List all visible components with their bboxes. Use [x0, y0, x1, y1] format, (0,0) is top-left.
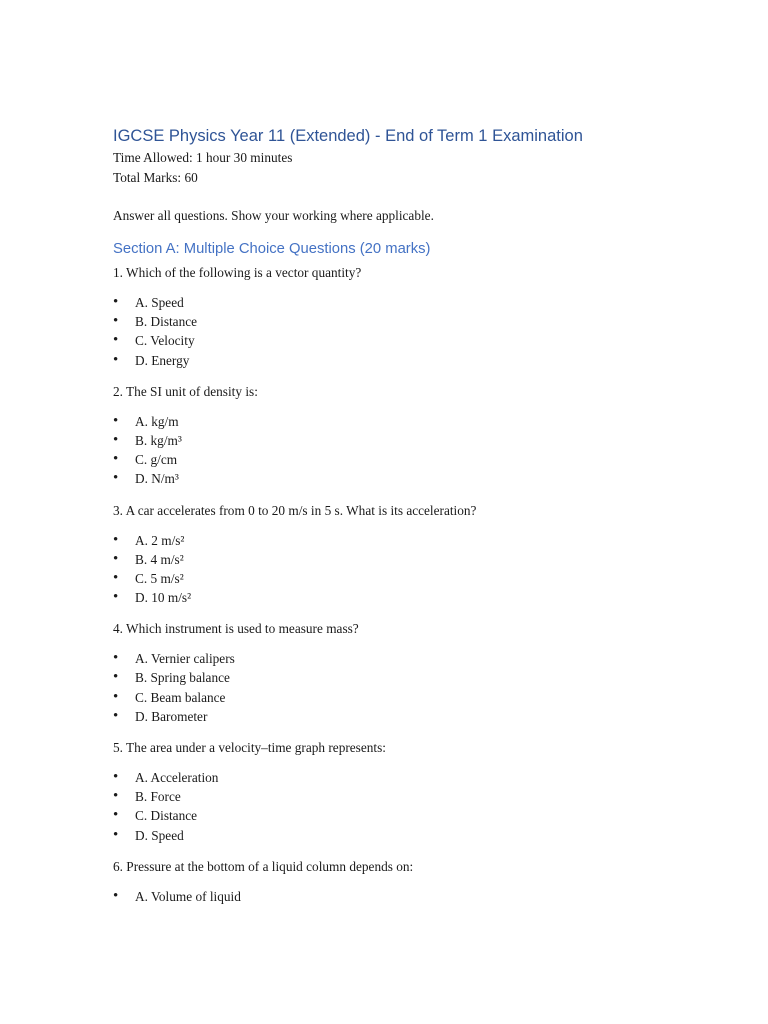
option-item — [113, 293, 733, 312]
option-list — [113, 531, 733, 608]
option-list — [113, 412, 733, 489]
option-label: D. Barometer — [135, 708, 208, 724]
total-marks: Total Marks: 60 — [113, 170, 198, 185]
bullet-icon: • — [113, 589, 119, 606]
question-3 — [113, 501, 733, 608]
option-item — [113, 787, 733, 806]
bullet-icon: • — [113, 451, 119, 468]
bullet-icon: • — [113, 669, 119, 686]
bullet-icon: • — [113, 470, 119, 487]
bullet-icon: • — [113, 807, 119, 824]
option-label: C. g/cm — [135, 452, 178, 468]
option-label: A. Volume of liquid — [135, 888, 241, 904]
option-label: B. Spring balance — [135, 670, 230, 686]
option-item — [113, 688, 733, 707]
question-text: 1. Which of the following is a vector quantity? — [113, 265, 362, 280]
question-list — [113, 263, 733, 906]
option-item — [113, 707, 733, 726]
bullet-icon: • — [113, 788, 119, 805]
option-list — [113, 768, 733, 845]
question-4 — [113, 619, 733, 726]
question-6 — [113, 857, 733, 906]
question-text: 3. A car accelerates from 0 to 20 m/s in 5 s. What is its acceleration? — [113, 502, 477, 518]
document-title: IGCSE Physics Year 11 (Extended) - End of Term 1 Examination — [113, 127, 583, 145]
option-item — [113, 588, 733, 607]
bullet-icon: • — [113, 826, 119, 843]
option-item — [113, 531, 733, 550]
option-item — [113, 806, 733, 825]
option-label: D. Energy — [135, 352, 190, 368]
option-label: A. Vernier calipers — [135, 651, 235, 667]
option-label: B. 4 m/s² — [135, 551, 184, 567]
question-5 — [113, 738, 733, 845]
section-a-heading: Section A: Multiple Choice Questions (20 marks) — [113, 241, 431, 257]
option-item — [113, 768, 733, 787]
option-item — [113, 569, 733, 588]
option-label: B. kg/m³ — [135, 432, 182, 448]
option-label: A. 2 m/s² — [135, 532, 185, 548]
option-label: A. kg/m — [135, 413, 179, 429]
instructions: Answer all questions. Show your working where applicable. — [113, 208, 434, 223]
bullet-icon: • — [113, 294, 119, 310]
option-list — [113, 293, 733, 370]
option-label: C. Distance — [135, 808, 198, 824]
option-item — [113, 649, 733, 668]
question-text: 5. The area under a velocity–time graph represents: — [113, 740, 386, 755]
option-item — [113, 450, 733, 469]
bullet-icon: • — [113, 769, 119, 785]
question-2 — [113, 382, 733, 489]
option-item — [113, 431, 733, 450]
option-label: C. Velocity — [135, 333, 195, 349]
bullet-icon: • — [113, 412, 119, 429]
option-item — [113, 826, 733, 845]
option-label: D. 10 m/s² — [135, 590, 192, 606]
option-label: A. Acceleration — [135, 770, 219, 785]
option-label: D. Speed — [135, 827, 184, 843]
option-label: B. Distance — [135, 314, 198, 330]
bullet-icon: • — [113, 313, 119, 330]
option-item — [113, 331, 733, 350]
option-label: D. N/m³ — [135, 471, 179, 487]
bullet-icon: • — [113, 650, 119, 667]
bullet-icon: • — [113, 688, 119, 705]
bullet-icon: • — [113, 887, 119, 904]
option-item — [113, 668, 733, 687]
question-text: 4. Which instrument is used to measure mass? — [113, 621, 359, 637]
time-allowed: Time Allowed: 1 hour 30 minutes — [113, 150, 293, 165]
option-list — [113, 887, 733, 906]
option-item — [113, 412, 733, 431]
option-label: C. 5 m/s² — [135, 570, 184, 586]
option-item — [113, 550, 733, 569]
question-1 — [113, 263, 733, 370]
question-text: 2. The SI unit of density is: — [113, 383, 258, 399]
option-item — [113, 312, 733, 331]
option-list — [113, 649, 733, 726]
document-page — [113, 124, 733, 906]
question-text: 6. Pressure at the bottom of a liquid column depends on: — [113, 858, 414, 874]
bullet-icon: • — [113, 351, 119, 368]
bullet-icon: • — [113, 569, 119, 586]
option-item — [113, 351, 733, 370]
bullet-icon: • — [113, 332, 119, 349]
option-label: B. Force — [135, 789, 181, 805]
bullet-icon: • — [113, 531, 119, 548]
bullet-icon: • — [113, 550, 119, 567]
option-label: C. Beam balance — [135, 689, 226, 705]
option-item — [113, 887, 733, 906]
option-item — [113, 469, 733, 488]
option-label: A. Speed — [135, 295, 184, 310]
bullet-icon: • — [113, 431, 119, 448]
bullet-icon: • — [113, 707, 119, 724]
